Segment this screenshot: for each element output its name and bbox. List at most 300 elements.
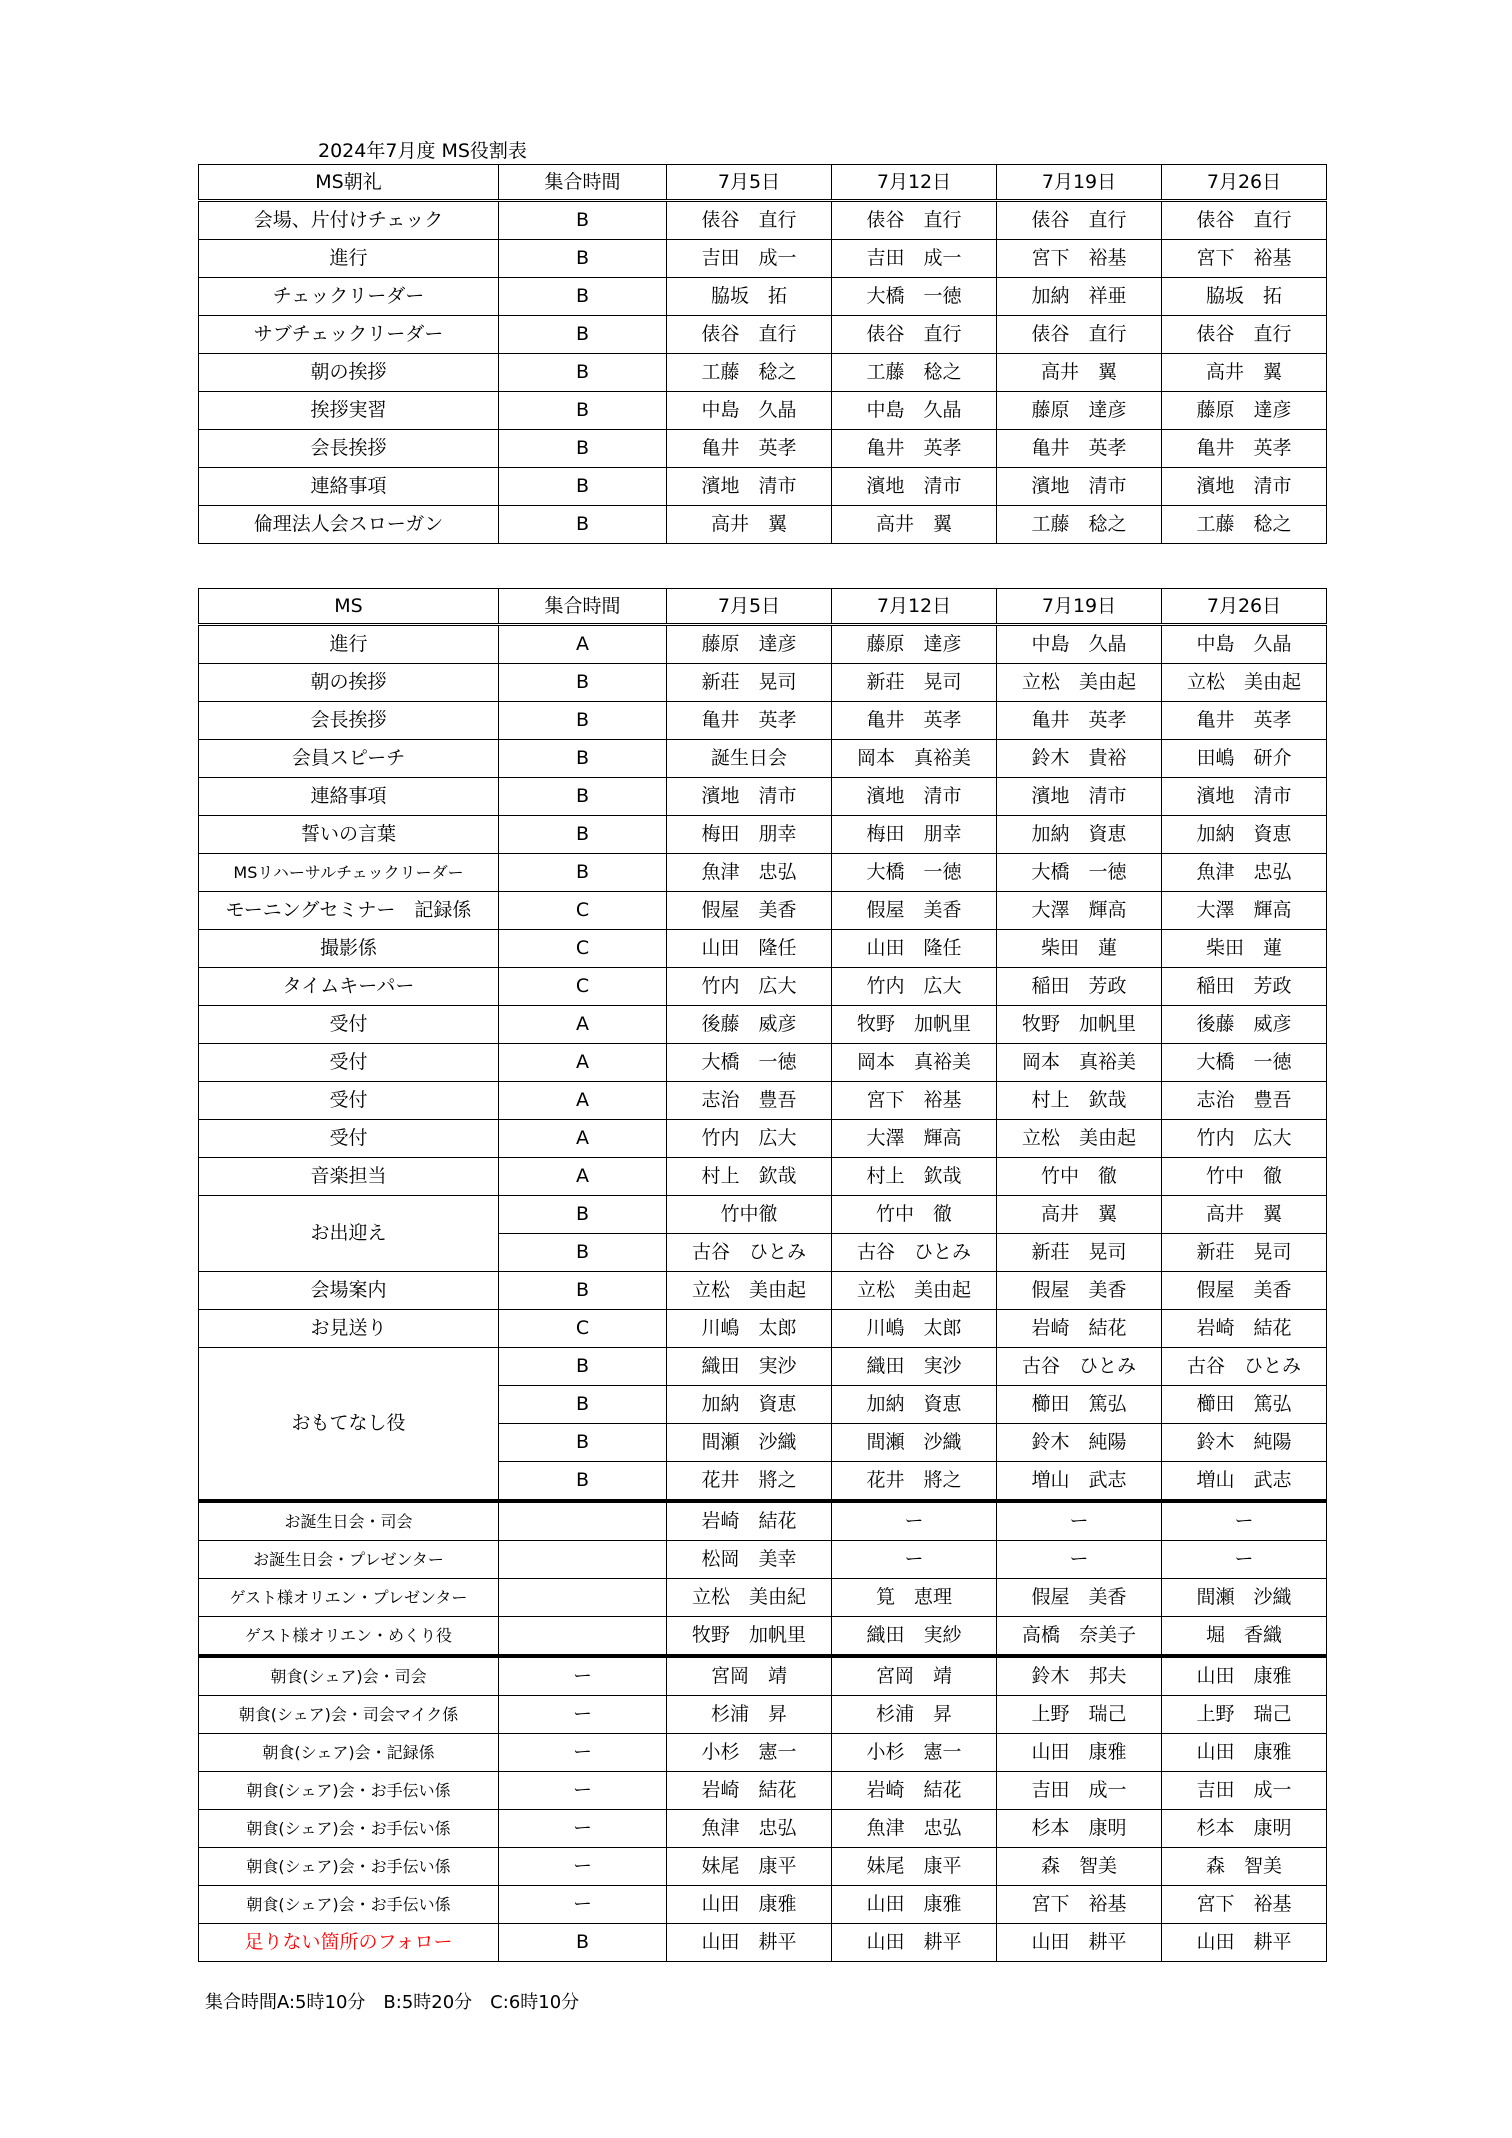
assignee-cell: 牧野 加帆里 (832, 1006, 997, 1044)
assignee-cell: 新荘 晃司 (667, 664, 832, 702)
assignee-cell: 魚津 忠弘 (1162, 854, 1327, 892)
assignee-cell: 竹内 広大 (832, 968, 997, 1006)
table-row (199, 1158, 1327, 1196)
assignee-cell: 岩崎 結花 (997, 1310, 1162, 1348)
time-cell: B (499, 1386, 667, 1424)
role-cell: 倫理法人会スローガン (199, 506, 499, 544)
table-header-row (199, 589, 1327, 625)
table-row (199, 1196, 1327, 1234)
role-cell: 会場案内 (199, 1272, 499, 1310)
assignee-cell: 加納 資恵 (997, 816, 1162, 854)
table-row (199, 625, 1327, 664)
assignee-cell: 岩崎 結花 (667, 1772, 832, 1810)
time-cell: B (499, 740, 667, 778)
assignee-cell: 俵谷 直行 (667, 201, 832, 240)
time-cell: B (499, 278, 667, 316)
assignee-cell: 加納 資恵 (1162, 816, 1327, 854)
assignee-cell: 山田 隆任 (832, 930, 997, 968)
time-cell: B (499, 392, 667, 430)
table-row (199, 278, 1327, 316)
assignee-cell: 高井 翼 (832, 506, 997, 544)
assignee-cell: 増山 武志 (997, 1462, 1162, 1502)
assignee-cell: 立松 美由起 (832, 1272, 997, 1310)
assignee-cell: 川嶋 太郎 (832, 1310, 997, 1348)
assignee-cell: ー (1162, 1501, 1327, 1541)
table-row (199, 1579, 1327, 1617)
assignee-cell: 森 智美 (997, 1848, 1162, 1886)
assignee-cell: 假屋 美香 (1162, 1272, 1327, 1310)
role-cell: 朝食(シェア)会・お手伝い係 (199, 1848, 499, 1886)
role-cell: 連絡事項 (199, 468, 499, 506)
role-cell: 受付 (199, 1006, 499, 1044)
assignee-cell: 濱地 清市 (667, 778, 832, 816)
assignee-cell: ー (997, 1541, 1162, 1579)
role-cell: 朝食(シェア)会・司会マイク係 (199, 1696, 499, 1734)
assignee-cell: 間瀬 沙織 (667, 1424, 832, 1462)
role-cell: 朝の挨拶 (199, 354, 499, 392)
assignee-cell: 宮下 裕基 (832, 1082, 997, 1120)
assignee-cell: 妹尾 康平 (832, 1848, 997, 1886)
assignee-cell: ー (1162, 1541, 1327, 1579)
assignee-cell: 亀井 英孝 (667, 702, 832, 740)
time-cell: ー (499, 1656, 667, 1696)
role-cell: タイムキーパー (199, 968, 499, 1006)
assignee-cell: 川嶋 太郎 (667, 1310, 832, 1348)
role-cell: 連絡事項 (199, 778, 499, 816)
table-row (199, 1082, 1327, 1120)
assignee-cell: 宮下 裕基 (997, 240, 1162, 278)
table-row (199, 354, 1327, 392)
assignee-cell: 亀井 英孝 (1162, 430, 1327, 468)
assignee-cell: 脇坂 拓 (1162, 278, 1327, 316)
time-cell: C (499, 930, 667, 968)
table-row (199, 1810, 1327, 1848)
assignee-cell: 小杉 憲一 (832, 1734, 997, 1772)
header-time: 集合時間 (499, 589, 667, 625)
time-cell: B (499, 1924, 667, 1962)
assignee-cell: 上野 瑞己 (1162, 1696, 1327, 1734)
time-cell: ー (499, 1886, 667, 1924)
role-cell: お見送り (199, 1310, 499, 1348)
time-cell: B (499, 1272, 667, 1310)
assignee-cell: 花井 將之 (667, 1462, 832, 1502)
assignee-cell: 織田 実沙 (832, 1348, 997, 1386)
assignee-cell: 岡本 真裕美 (832, 1044, 997, 1082)
assignee-cell: 山田 康雅 (997, 1734, 1162, 1772)
assignee-cell: 工藤 稔之 (1162, 506, 1327, 544)
time-cell: ー (499, 1848, 667, 1886)
assignee-cell: 假屋 美香 (667, 892, 832, 930)
role-cell: ゲスト様オリエン・めくり役 (199, 1617, 499, 1657)
time-cell: B (499, 816, 667, 854)
time-cell: C (499, 892, 667, 930)
time-cell: B (499, 664, 667, 702)
role-cell: 足りない箇所のフォロー (199, 1924, 499, 1962)
assignee-cell: 竹内 広大 (1162, 1120, 1327, 1158)
assignee-cell: 岡本 真裕美 (832, 740, 997, 778)
assignee-cell: 藤原 達彦 (667, 625, 832, 664)
assignee-cell: 大橋 一徳 (997, 854, 1162, 892)
table-row (199, 392, 1327, 430)
assignee-cell: 魚津 忠弘 (667, 854, 832, 892)
table-row (199, 1120, 1327, 1158)
assignee-cell: 宮下 裕基 (1162, 1886, 1327, 1924)
assignee-cell: 假屋 美香 (997, 1579, 1162, 1617)
header-role: MS朝礼 (199, 165, 499, 201)
table-row (199, 1617, 1327, 1657)
assignee-cell: 山田 康雅 (832, 1886, 997, 1924)
role-cell: 受付 (199, 1120, 499, 1158)
assignee-cell: 古谷 ひとみ (667, 1234, 832, 1272)
assignee-cell: 中島 久晶 (1162, 625, 1327, 664)
role-cell: 朝食(シェア)会・お手伝い係 (199, 1810, 499, 1848)
assignee-cell: 新荘 晃司 (1162, 1234, 1327, 1272)
assignee-cell: 假屋 美香 (832, 892, 997, 930)
assignee-cell: 藤原 達彦 (832, 625, 997, 664)
time-cell: ー (499, 1734, 667, 1772)
table-row (199, 1501, 1327, 1541)
table-row (199, 1541, 1327, 1579)
assignee-cell: 山田 耕平 (997, 1924, 1162, 1962)
assignee-cell: 魚津 忠弘 (667, 1810, 832, 1848)
assignee-cell: 村上 欽哉 (997, 1082, 1162, 1120)
role-cell: 朝食(シェア)会・司会 (199, 1656, 499, 1696)
time-cell: B (499, 1196, 667, 1234)
assignee-cell: 妹尾 康平 (667, 1848, 832, 1886)
role-cell: 受付 (199, 1044, 499, 1082)
assignee-cell: 牧野 加帆里 (667, 1617, 832, 1657)
role-cell: 音楽担当 (199, 1158, 499, 1196)
role-cell: チェックリーダー (199, 278, 499, 316)
assignee-cell: 間瀬 沙織 (1162, 1579, 1327, 1617)
role-cell: 受付 (199, 1082, 499, 1120)
table-row (199, 740, 1327, 778)
role-cell: 誓いの言葉 (199, 816, 499, 854)
table-row (199, 968, 1327, 1006)
assignee-cell: 稲田 芳政 (1162, 968, 1327, 1006)
assignee-cell: 鈴木 貴裕 (997, 740, 1162, 778)
table-row (199, 1696, 1327, 1734)
assignee-cell: 岩崎 結花 (832, 1772, 997, 1810)
assignee-cell: 杉本 康明 (997, 1810, 1162, 1848)
table-row (199, 854, 1327, 892)
time-cell: A (499, 1044, 667, 1082)
assignee-cell: 亀井 英孝 (997, 702, 1162, 740)
assignee-cell: 中島 久晶 (667, 392, 832, 430)
assignee-cell: 山田 耕平 (667, 1924, 832, 1962)
assignee-cell: 大橋 一徳 (667, 1044, 832, 1082)
header-date: 7月5日 (667, 589, 832, 625)
assignee-cell: 高橋 奈美子 (997, 1617, 1162, 1657)
role-cell: お誕生日会・司会 (199, 1501, 499, 1541)
assignee-cell: 吉田 成一 (1162, 1772, 1327, 1810)
table-row (199, 1848, 1327, 1886)
table-row (199, 1734, 1327, 1772)
assignee-cell: 加納 資恵 (832, 1386, 997, 1424)
time-cell: A (499, 1158, 667, 1196)
assignee-cell: 竹中徹 (667, 1196, 832, 1234)
assignee-cell: 高井 翼 (997, 354, 1162, 392)
assignee-cell: 立松 美由起 (997, 664, 1162, 702)
time-cell (499, 1501, 667, 1541)
assignee-cell: 濱地 清市 (832, 778, 997, 816)
assignee-cell: 杉本 康明 (1162, 1810, 1327, 1848)
role-cell: 朝食(シェア)会・お手伝い係 (199, 1886, 499, 1924)
header-date: 7月19日 (997, 165, 1162, 201)
assignee-cell: 梅田 朋幸 (832, 816, 997, 854)
assignee-cell: 山田 隆任 (667, 930, 832, 968)
table-row (199, 1348, 1327, 1386)
time-cell: B (499, 240, 667, 278)
assignee-cell: 工藤 稔之 (997, 506, 1162, 544)
assignee-cell: 大橋 一徳 (832, 278, 997, 316)
role-cell: 会場、片付けチェック (199, 201, 499, 240)
assignee-cell: 大澤 輝高 (1162, 892, 1327, 930)
role-cell: モーニングセミナー 記録係 (199, 892, 499, 930)
assignee-cell: 岩崎 結花 (667, 1501, 832, 1541)
assignee-cell: 志治 豊吾 (667, 1082, 832, 1120)
time-cell (499, 1541, 667, 1579)
assignee-cell: 宮下 裕基 (1162, 240, 1327, 278)
assignee-cell: 竹内 広大 (667, 968, 832, 1006)
time-cell: A (499, 1082, 667, 1120)
time-cell (499, 1617, 667, 1657)
document-title: 2024年7月度 MS役割表 (318, 140, 527, 162)
role-cell: 進行 (199, 625, 499, 664)
role-cell: 会長挨拶 (199, 702, 499, 740)
header-date: 7月26日 (1162, 165, 1327, 201)
table-row (199, 316, 1327, 354)
time-cell: B (499, 1234, 667, 1272)
role-cell: お出迎え (199, 1196, 499, 1272)
header-time: 集合時間 (499, 165, 667, 201)
assignee-cell: 加納 祥亜 (997, 278, 1162, 316)
assignee-cell: 竹中 徹 (832, 1196, 997, 1234)
time-cell: B (499, 430, 667, 468)
assignee-cell: 山田 耕平 (1162, 1924, 1327, 1962)
assignee-cell: 中島 久晶 (997, 625, 1162, 664)
table-row (199, 930, 1327, 968)
assignee-cell: 山田 耕平 (832, 1924, 997, 1962)
table-row (199, 468, 1327, 506)
assignee-cell: 松岡 美幸 (667, 1541, 832, 1579)
assignee-cell: 岡本 真裕美 (997, 1044, 1162, 1082)
assignee-cell: 竹中 徹 (1162, 1158, 1327, 1196)
assignee-cell: 大澤 輝高 (832, 1120, 997, 1158)
header-date: 7月5日 (667, 165, 832, 201)
time-cell: A (499, 1120, 667, 1158)
assignee-cell: 牧野 加帆里 (997, 1006, 1162, 1044)
assignee-cell: 後藤 威彦 (1162, 1006, 1327, 1044)
table-row (199, 664, 1327, 702)
assignee-cell: 村上 欽哉 (832, 1158, 997, 1196)
assignee-cell: 吉田 成一 (667, 240, 832, 278)
assignee-cell: 古谷 ひとみ (997, 1348, 1162, 1386)
table-row (199, 892, 1327, 930)
ms-role-table (198, 588, 1327, 1962)
morning-assembly-role-table (198, 164, 1327, 544)
assignee-cell: 古谷 ひとみ (1162, 1348, 1327, 1386)
assignee-cell: 魚津 忠弘 (832, 1810, 997, 1848)
table-row (199, 778, 1327, 816)
table-row (199, 430, 1327, 468)
assignee-cell: 鈴木 純陽 (1162, 1424, 1327, 1462)
assignee-cell: 梅田 朋幸 (667, 816, 832, 854)
assignee-cell: 俵谷 直行 (832, 201, 997, 240)
table-row (199, 816, 1327, 854)
assignee-cell: 亀井 英孝 (997, 430, 1162, 468)
assignee-cell: 工藤 稔之 (832, 354, 997, 392)
assignee-cell: 森 智美 (1162, 1848, 1327, 1886)
assignee-cell: ー (832, 1541, 997, 1579)
assignee-cell: 竹内 広大 (667, 1120, 832, 1158)
assignee-cell: 脇坂 拓 (667, 278, 832, 316)
assignee-cell: 古谷 ひとみ (832, 1234, 997, 1272)
assignee-cell: 濱地 清市 (832, 468, 997, 506)
assignee-cell: 間瀬 沙織 (832, 1424, 997, 1462)
time-cell: ー (499, 1772, 667, 1810)
table-row (199, 1772, 1327, 1810)
time-cell: B (499, 1462, 667, 1502)
role-cell: 挨拶実習 (199, 392, 499, 430)
assignee-cell: 立松 美由起 (997, 1120, 1162, 1158)
assignee-cell: 藤原 達彦 (997, 392, 1162, 430)
table-row (199, 506, 1327, 544)
time-cell: A (499, 1006, 667, 1044)
assignee-cell: 俵谷 直行 (832, 316, 997, 354)
table-row (199, 1924, 1327, 1962)
time-cell: C (499, 1310, 667, 1348)
assignee-cell: 後藤 威彦 (667, 1006, 832, 1044)
header-date: 7月26日 (1162, 589, 1327, 625)
time-cell: C (499, 968, 667, 1006)
time-cell: A (499, 625, 667, 664)
assignee-cell: 筧 恵理 (832, 1579, 997, 1617)
table-row (199, 240, 1327, 278)
assignee-cell: 増山 武志 (1162, 1462, 1327, 1502)
assignee-cell: 高井 翼 (1162, 1196, 1327, 1234)
role-cell: 朝食(シェア)会・記録係 (199, 1734, 499, 1772)
assignee-cell: 俵谷 直行 (1162, 316, 1327, 354)
assignee-cell: 志治 豊吾 (1162, 1082, 1327, 1120)
assignee-cell: 中島 久晶 (832, 392, 997, 430)
time-cell: ー (499, 1810, 667, 1848)
assignee-cell: 吉田 成一 (832, 240, 997, 278)
assignee-cell: 山田 康雅 (1162, 1734, 1327, 1772)
table-row (199, 1006, 1327, 1044)
time-cell: ー (499, 1696, 667, 1734)
table-header-row (199, 165, 1327, 201)
assignee-cell: 織田 実沙 (667, 1348, 832, 1386)
assignee-cell: 花井 將之 (832, 1462, 997, 1502)
role-cell: MSリハーサルチェックリーダー (199, 854, 499, 892)
assignee-cell: 工藤 稔之 (667, 354, 832, 392)
assignee-cell: 小杉 憲一 (667, 1734, 832, 1772)
table-row (199, 1272, 1327, 1310)
assignee-cell: 亀井 英孝 (832, 430, 997, 468)
time-cell: B (499, 468, 667, 506)
table-row (199, 1886, 1327, 1924)
time-cell: B (499, 316, 667, 354)
assignee-cell: 假屋 美香 (997, 1272, 1162, 1310)
assignee-cell: 立松 美由起 (667, 1272, 832, 1310)
assignee-cell: 新荘 晃司 (997, 1234, 1162, 1272)
assignee-cell: 俵谷 直行 (997, 316, 1162, 354)
assignee-cell: 櫛田 篤弘 (997, 1386, 1162, 1424)
assignee-cell: 宮岡 靖 (667, 1656, 832, 1696)
assignee-cell: 亀井 英孝 (1162, 702, 1327, 740)
table-row (199, 702, 1327, 740)
assignee-cell: 櫛田 篤弘 (1162, 1386, 1327, 1424)
assignee-cell: 加納 資恵 (667, 1386, 832, 1424)
assignee-cell: 村上 欽哉 (667, 1158, 832, 1196)
role-cell: 朝食(シェア)会・お手伝い係 (199, 1772, 499, 1810)
role-cell: 会長挨拶 (199, 430, 499, 468)
table-row (199, 1656, 1327, 1696)
assignee-cell: 高井 翼 (1162, 354, 1327, 392)
role-cell: 進行 (199, 240, 499, 278)
assignee-cell: 亀井 英孝 (832, 702, 997, 740)
assignee-cell: 濱地 清市 (667, 468, 832, 506)
assignee-cell: 高井 翼 (997, 1196, 1162, 1234)
assignee-cell: 誕生日会 (667, 740, 832, 778)
assignee-cell: 立松 美由紀 (667, 1579, 832, 1617)
assignee-cell: 大橋 一徳 (1162, 1044, 1327, 1082)
assignee-cell: 岩崎 結花 (1162, 1310, 1327, 1348)
role-cell: 朝の挨拶 (199, 664, 499, 702)
assignee-cell: 濱地 清市 (1162, 468, 1327, 506)
assignee-cell: 柴田 蓮 (1162, 930, 1327, 968)
role-cell: 撮影係 (199, 930, 499, 968)
table-row (199, 201, 1327, 240)
time-cell: B (499, 354, 667, 392)
header-date: 7月12日 (832, 589, 997, 625)
assignee-cell: 吉田 成一 (997, 1772, 1162, 1810)
time-cell: B (499, 854, 667, 892)
assignee-cell: 杉浦 昇 (832, 1696, 997, 1734)
time-cell (499, 1579, 667, 1617)
assignee-cell: 大澤 輝高 (997, 892, 1162, 930)
time-cell: B (499, 1348, 667, 1386)
assignee-cell: 俵谷 直行 (997, 201, 1162, 240)
assignee-cell: 鈴木 純陽 (997, 1424, 1162, 1462)
assignee-cell: 稲田 芳政 (997, 968, 1162, 1006)
assignee-cell: 濱地 清市 (1162, 778, 1327, 816)
time-cell: B (499, 702, 667, 740)
assignee-cell: 柴田 蓮 (997, 930, 1162, 968)
assignee-cell: 田嶋 研介 (1162, 740, 1327, 778)
assignee-cell: 亀井 英孝 (667, 430, 832, 468)
header-date: 7月19日 (997, 589, 1162, 625)
assignee-cell: 俵谷 直行 (1162, 201, 1327, 240)
assignee-cell: 織田 実紗 (832, 1617, 997, 1657)
assignee-cell: 大橋 一徳 (832, 854, 997, 892)
assignee-cell: ー (997, 1501, 1162, 1541)
assignee-cell: 俵谷 直行 (667, 316, 832, 354)
role-cell: サブチェックリーダー (199, 316, 499, 354)
assignee-cell: 濱地 清市 (997, 468, 1162, 506)
assembly-time-note: 集合時間A:5時10分 B:5時20分 C:6時10分 (205, 1992, 580, 2013)
role-cell: ゲスト様オリエン・プレゼンター (199, 1579, 499, 1617)
assignee-cell: 濱地 清市 (997, 778, 1162, 816)
time-cell: B (499, 778, 667, 816)
assignee-cell: ー (832, 1501, 997, 1541)
assignee-cell: 新荘 晃司 (832, 664, 997, 702)
role-cell: 会員スピーチ (199, 740, 499, 778)
assignee-cell: 堀 香織 (1162, 1617, 1327, 1657)
role-cell: お誕生日会・プレゼンター (199, 1541, 499, 1579)
assignee-cell: 杉浦 昇 (667, 1696, 832, 1734)
